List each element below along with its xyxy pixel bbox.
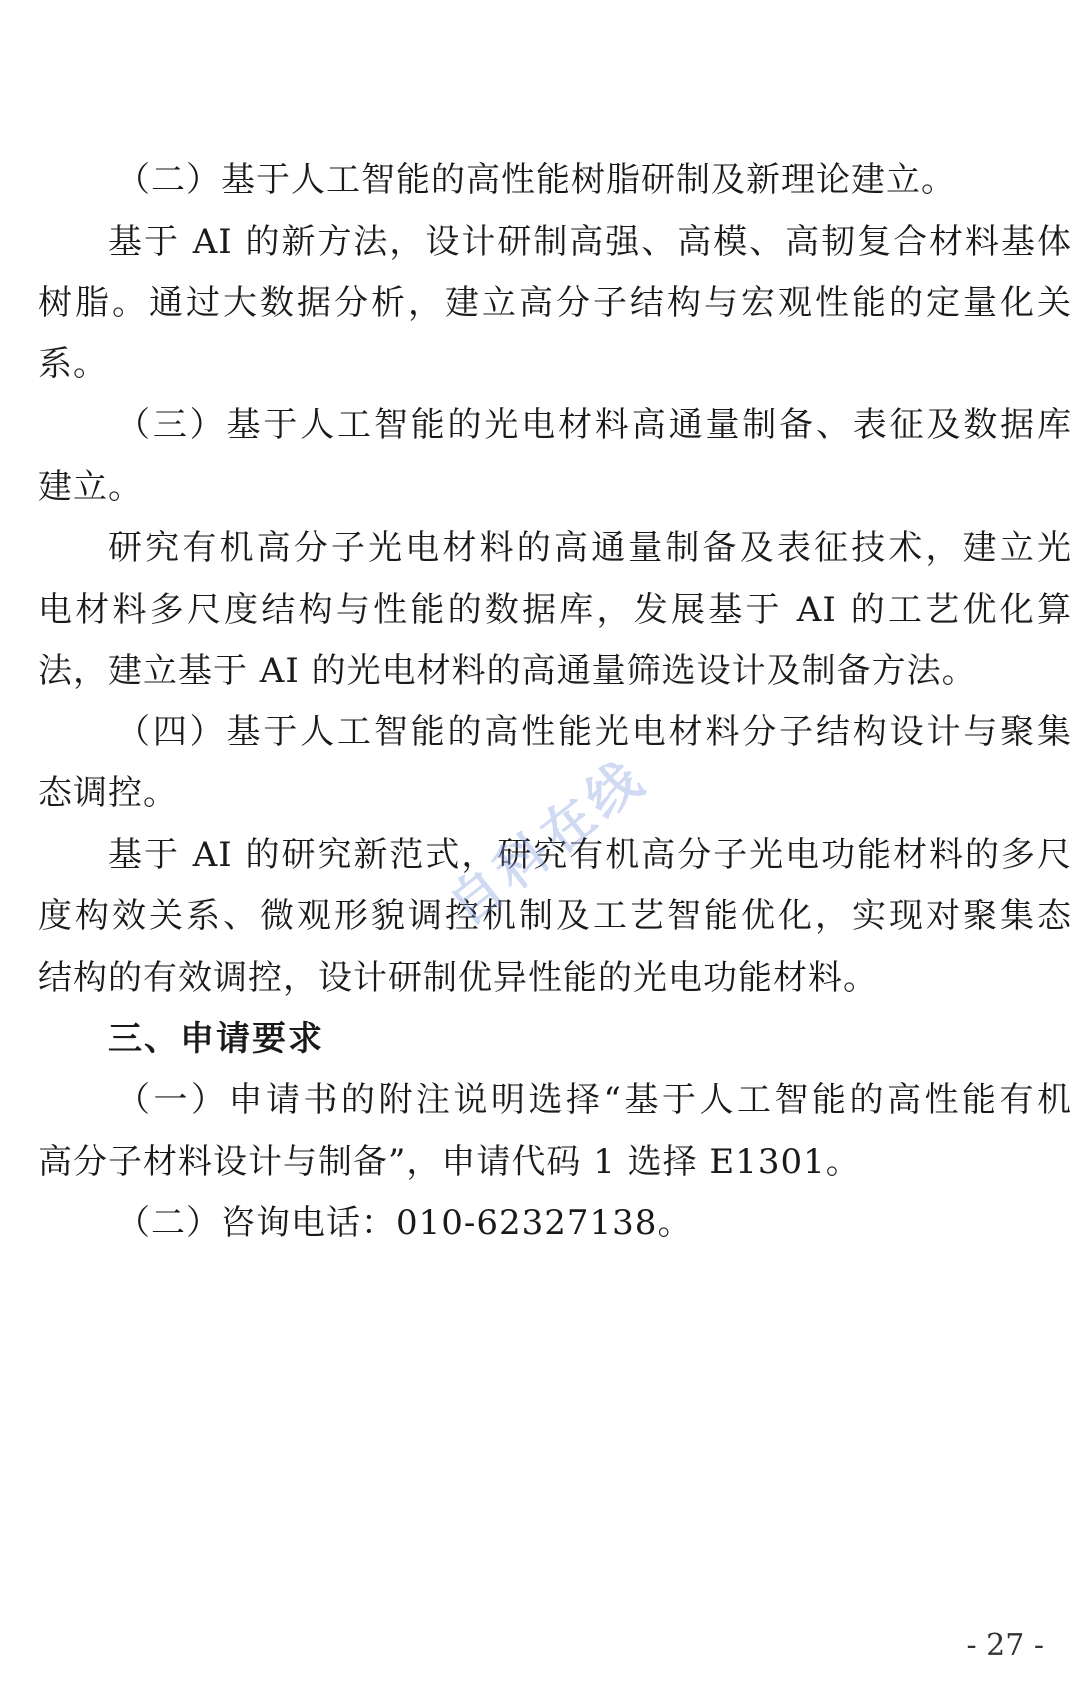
paragraph-line: 度构效关系、微观形貌调控机制及工艺智能优化，实现对聚集态	[38, 896, 1072, 936]
paragraph-line: 结构的有效调控，设计研制优异性能的光电功能材料。	[38, 958, 878, 998]
paragraph-line: 法，建立基于 AI 的光电材料的高通量筛选设计及制备方法。	[38, 651, 977, 691]
paragraph-line: 电材料多尺度结构与性能的数据库，发展基于 AI 的工艺优化算	[38, 590, 1072, 630]
page-number: - 27 -	[966, 1628, 1044, 1663]
subheading-4: （四）基于人工智能的高性能光电材料分子结构设计与聚集	[116, 712, 1072, 752]
requirement-1-cont: 高分子材料设计与制备”，申请代码 1 选择 E1301。	[38, 1142, 861, 1182]
requirement-2: （二）咨询电话：010-62327138。	[116, 1203, 693, 1243]
subheading-3: （三）基于人工智能的光电材料高通量制备、表征及数据库	[116, 405, 1072, 445]
subheading-4-cont: 态调控。	[38, 773, 178, 813]
subheading-3-cont: 建立。	[38, 467, 143, 507]
section-heading: 三、申请要求	[108, 1019, 324, 1059]
paragraph-line: 基于 AI 的新方法，设计研制高强、高模、高韧复合材料基体	[108, 222, 1072, 262]
paragraph-line: 系。	[38, 344, 108, 384]
paragraph-line: 树脂。通过大数据分析，建立高分子结构与宏观性能的定量化关	[38, 283, 1072, 323]
subheading-2: （二）基于人工智能的高性能树脂研制及新理论建立。	[116, 160, 956, 200]
watermark: 自科在线	[438, 747, 658, 938]
paragraph-line: 研究有机高分子光电材料的高通量制备及表征技术，建立光	[108, 528, 1072, 568]
paragraph-line: 基于 AI 的研究新范式，研究有机高分子光电功能材料的多尺	[108, 835, 1072, 875]
requirement-1: （一）申请书的附注说明选择“基于人工智能的高性能有机	[116, 1080, 1072, 1120]
